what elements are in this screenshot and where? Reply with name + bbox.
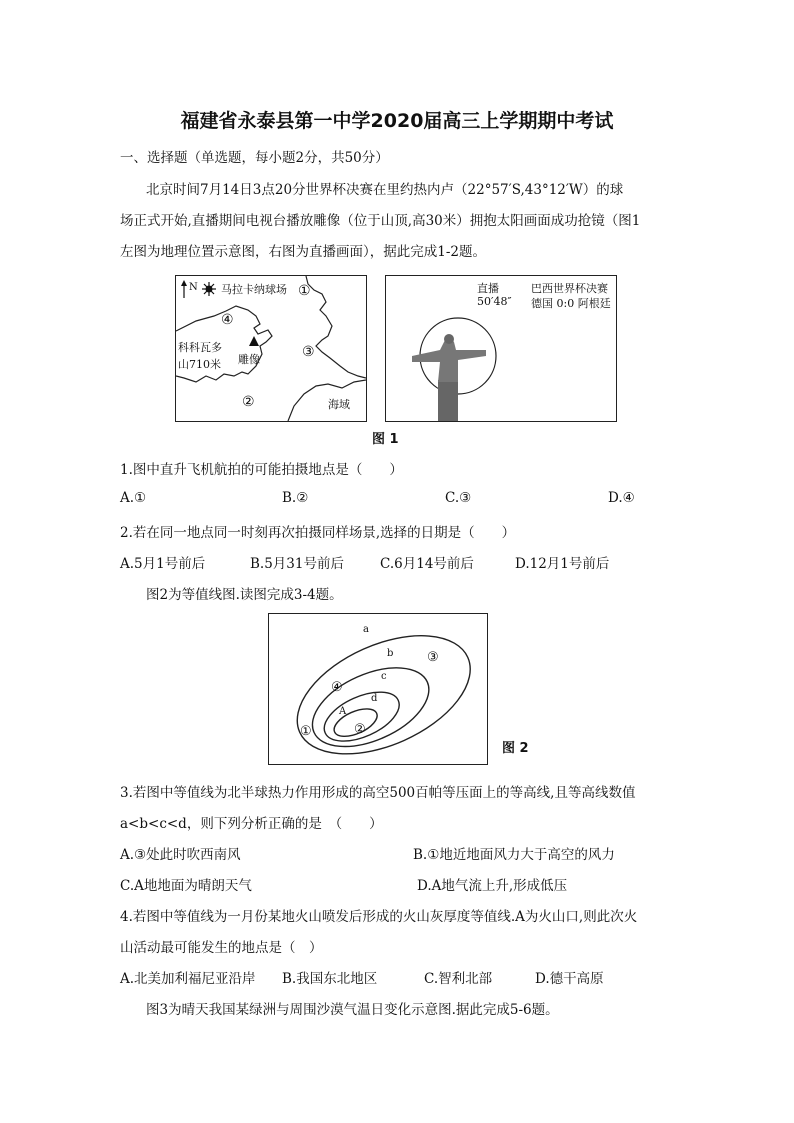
q4-option-b[interactable]: B.我国东北地区	[282, 971, 378, 987]
score-label: 德国 0:0 阿根廷	[531, 297, 611, 310]
q3-stem-line-2: a<b<c<d，则下列分析正确的是 （ ）	[120, 816, 383, 832]
point-2-label: ②	[354, 722, 366, 737]
point-4-label: ④	[331, 680, 343, 695]
q1-option-c[interactable]: C.③	[445, 490, 472, 506]
q4-stem-line-2: 山活动最可能发生的地点是（ ）	[120, 940, 323, 956]
intro-line-1: 北京时间7月14日3点20分世界杯决赛在里约热内卢（22°57′S,43°12′W）的球	[146, 182, 624, 198]
q3-stem-line-1: 3.若图中等值线为北半球热力作用形成的高空500百帕等压面上的等高线,且等高线数值	[120, 785, 636, 801]
point-4-label: ④	[221, 312, 234, 328]
q1-option-a[interactable]: A.①	[120, 490, 147, 506]
label-b: b	[387, 648, 394, 659]
q2-option-b[interactable]: B.5月31号前后	[250, 556, 344, 572]
figure2-caption: 图 2	[502, 741, 529, 756]
figure1-broadcast	[385, 275, 617, 422]
q3-option-b[interactable]: B.①地近地面风力大于高空的风力	[413, 847, 615, 863]
stadium-label: 马拉卡纳球场	[221, 283, 287, 296]
label-c: c	[381, 671, 387, 682]
point-3-label: ③	[302, 344, 315, 360]
q2-option-c[interactable]: C.6月14号前后	[380, 556, 474, 572]
label-a: a	[363, 624, 369, 635]
q2-option-a[interactable]: A.5月1号前后	[120, 556, 206, 572]
intro-line-2: 场正式开始,直播期间电视台播放雕像（位于山顶,高30米）拥抱太阳画面成功抢镜（图1	[120, 213, 641, 229]
label-A: A	[339, 706, 347, 717]
figure1-caption: 图 1	[372, 432, 399, 447]
sun-icon	[202, 282, 216, 296]
isoline-a	[279, 614, 487, 764]
intro3: 图3为晴天我国某绿洲与周围沙漠气温日变化示意图.据此完成5-6题。	[146, 1002, 559, 1018]
mountain-label-2: 山710米	[178, 358, 221, 371]
mountain-label-1: 科科瓦多	[178, 341, 222, 354]
q4-stem-line-1: 4.若图中等值线为一月份某地火山喷发后形成的火山灰厚度等值线.A为火山口,则此次火	[120, 909, 638, 925]
figure2-isolines	[268, 613, 488, 765]
label-d: d	[371, 693, 378, 704]
live-label: 直播	[477, 282, 499, 295]
point-3-label: ③	[427, 650, 439, 665]
sea-label: 海域	[328, 398, 350, 411]
intro-line-3: 左图为地理位置示意图，右图为直播画面），据此完成1-2题。	[120, 244, 486, 260]
q1-option-b[interactable]: B.②	[282, 490, 309, 506]
statue-triangle-icon	[249, 336, 259, 346]
page-title: 福建省永泰县第一中学2020届高三上学期期中考试	[180, 110, 614, 132]
point-1-label: ①	[300, 724, 312, 739]
q3-option-c[interactable]: C.A地地面为晴朗天气	[120, 878, 252, 894]
time-label: 50′48″	[477, 295, 512, 308]
isoline-drawing	[269, 614, 487, 764]
point-1-label: ①	[298, 283, 311, 299]
q3-option-d[interactable]: D.A地气流上升,形成低压	[417, 878, 568, 894]
q3-option-a[interactable]: A.③处此时吹西南风	[120, 847, 241, 863]
isoline-b	[301, 652, 441, 763]
q1-stem: 1.图中直升飞机航拍的可能拍摄地点是（ ）	[120, 462, 403, 478]
q2-option-d[interactable]: D.12月1号前后	[515, 556, 610, 572]
q1-option-d[interactable]: D.④	[608, 490, 635, 506]
q4-option-c[interactable]: C.智利北部	[424, 971, 493, 987]
intro2: 图2为等值线图.读图完成3-4题。	[146, 587, 343, 603]
q2-stem: 2.若在同一地点同一时刻再次拍摄同样场景,选择的日期是（ ）	[120, 525, 516, 541]
q4-option-d[interactable]: D.德干高原	[535, 971, 604, 987]
north-label: N	[189, 282, 198, 293]
figure1-map	[175, 275, 367, 422]
point-2-label: ②	[242, 394, 255, 410]
q4-option-a[interactable]: A.北美加利福尼亚沿岸	[120, 971, 256, 987]
match-title: 巴西世界杯决赛	[531, 282, 608, 295]
statue-label: 雕像	[238, 353, 260, 366]
section-heading: 一、选择题（单选题，每小题2分，共50分）	[120, 150, 389, 166]
